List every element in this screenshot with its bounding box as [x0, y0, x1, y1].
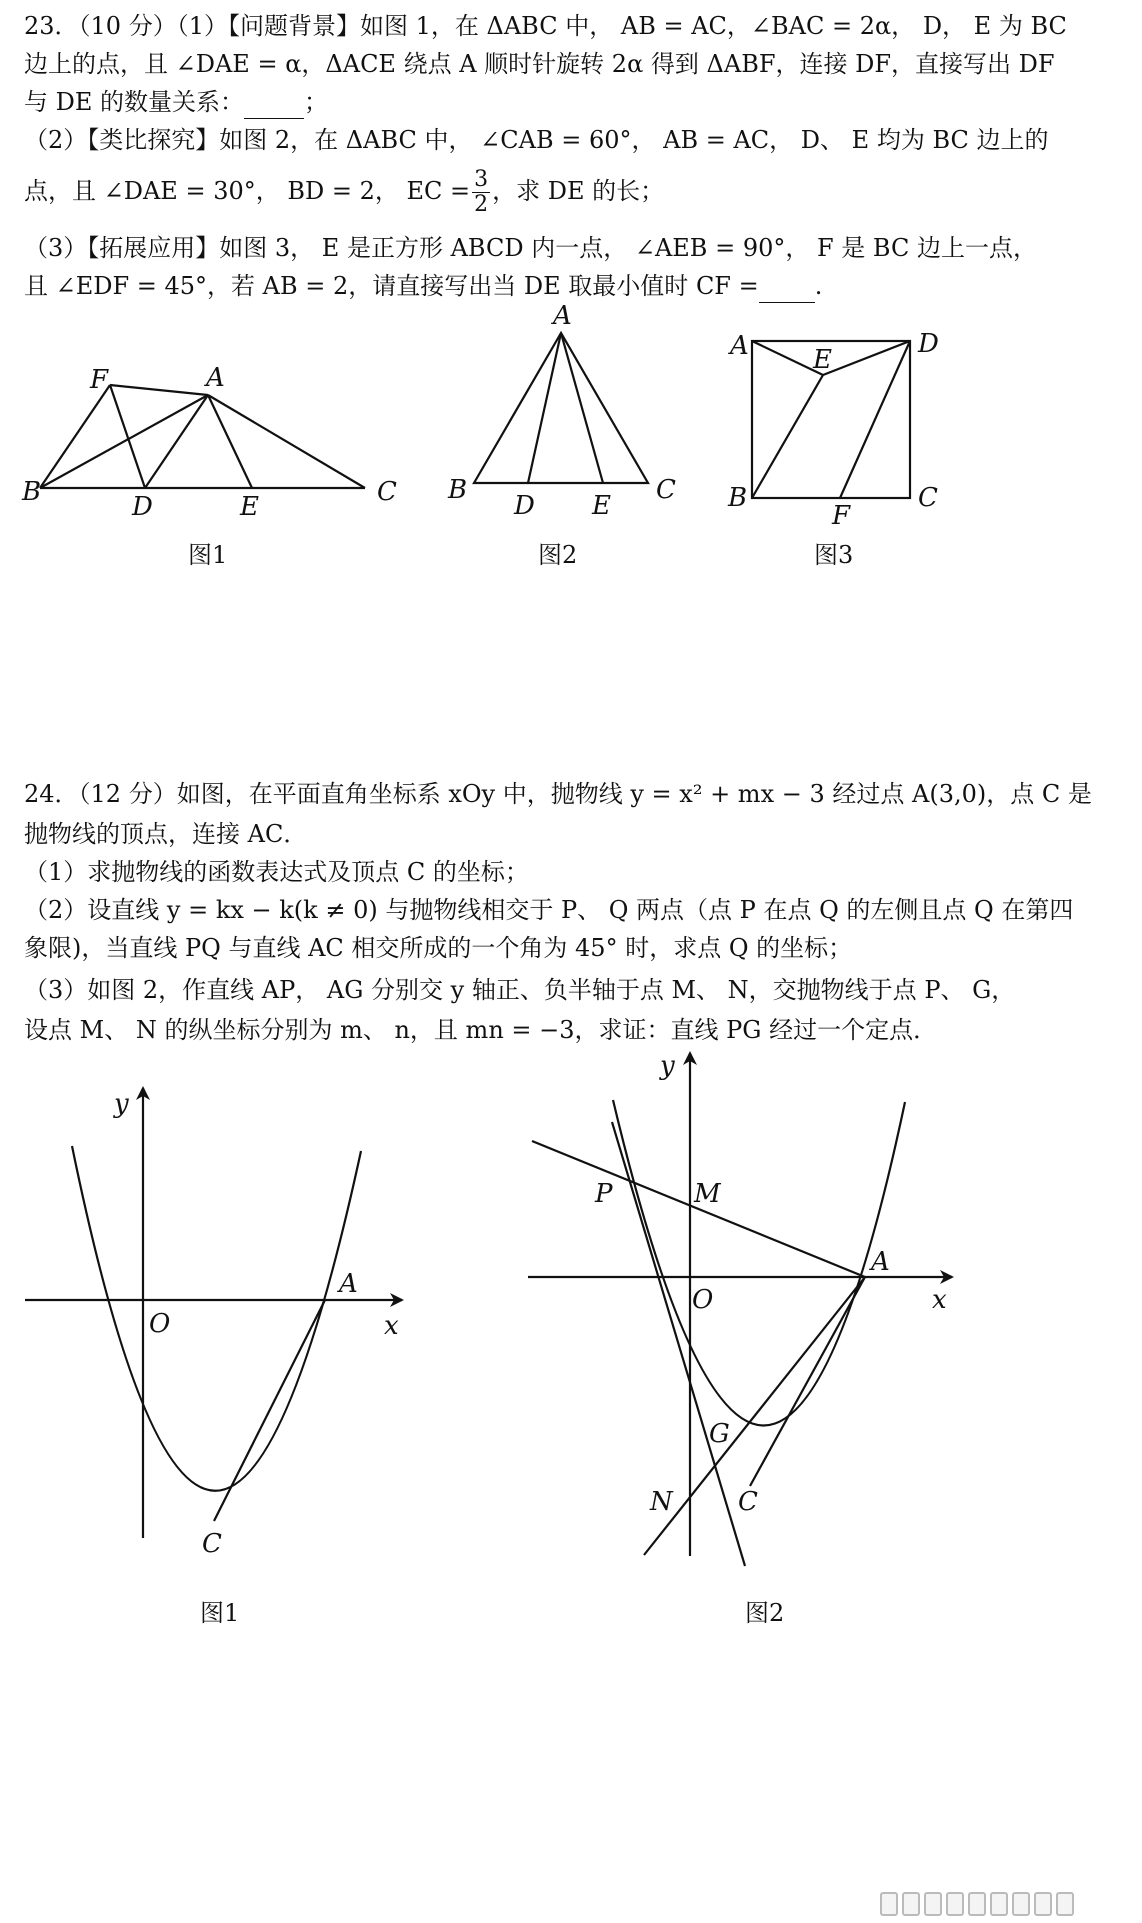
q24-fig1-diagram: [25, 1088, 402, 1538]
label-N: N: [650, 1487, 673, 1517]
q23-line-7: 且 ∠EDF = 45°，若 AB = 2，请直接写出当 DE 取最小值时 CF = .: [24, 270, 822, 303]
q23-line-5: 点，且 ∠DAE = 30°， BD = 2， EC = $\frac{3}{2}$ ，求 DE 的长；: [24, 167, 665, 217]
parabola: [613, 1100, 905, 1426]
label-A: A: [730, 331, 749, 361]
q23-line-2: 边上的点，且 ∠DAE = α，ΔACE 绕点 A 顺时针旋转 2α 得到 ΔABF，连接 DF，直接写出 DF: [24, 50, 1055, 78]
label-D: D: [514, 491, 535, 521]
label-O: O: [692, 1285, 714, 1315]
label-A: A: [553, 301, 572, 331]
segment-AC: [214, 1300, 325, 1521]
label-O: O: [149, 1309, 171, 1339]
label-y: y: [660, 1051, 675, 1081]
q23-fig2-diagram: [474, 333, 648, 483]
line-AP: [532, 1141, 865, 1277]
q24-line-5: 象限)，当直线 PQ 与直线 AC 相交所成的一个角为 45° 时，求点 Q 的坐标；: [24, 934, 853, 962]
label-G: G: [709, 1419, 730, 1449]
q24-line-7: 设点 M、 N 的纵坐标分别为 m、 n，且 mn = −3，求证：直线 PG 经过一个定点．: [24, 1016, 938, 1044]
fraction-three-halves: $\frac{3}{2}$: [474, 167, 489, 217]
label-C: C: [202, 1529, 222, 1559]
label-A: A: [339, 1269, 358, 1299]
label-E: E: [592, 491, 611, 521]
label-F: F: [832, 501, 851, 531]
q24-fig2-caption: 图2: [745, 1599, 785, 1627]
label-A: A: [871, 1247, 890, 1277]
label-x: x: [384, 1311, 399, 1341]
line-AG: [644, 1277, 865, 1555]
label-M: M: [694, 1179, 721, 1209]
q23-fig3-caption: 图3: [814, 541, 854, 569]
label-B: B: [448, 475, 468, 505]
q24-line-2: 抛物线的顶点，连接 AC．: [24, 820, 308, 848]
answer-blank: [244, 86, 304, 119]
label-C: C: [738, 1487, 758, 1517]
q24-line-3: （1）求抛物线的函数表达式及顶点 C 的坐标；: [24, 858, 529, 886]
label-y: y: [114, 1089, 129, 1119]
label-A: A: [206, 363, 225, 393]
label-P: P: [595, 1179, 613, 1209]
answer-blank: [759, 270, 815, 303]
label-E: E: [813, 345, 832, 375]
label-F: F: [90, 365, 109, 395]
label-D: D: [132, 492, 153, 522]
q23-fig2-caption: 图2: [538, 541, 578, 569]
q23-line-6: （3）【拓展应用】如图 3， E 是正方形 ABCD 内一点， ∠AEB = 90°， F 是 BC 边上一点，: [24, 234, 1037, 262]
label-x: x: [932, 1285, 947, 1315]
label-B: B: [22, 477, 42, 507]
q24-line-6: （3）如图 2，作直线 AP， AG 分别交 y 轴正、负半轴于点 M、 N，交抛物线于点 P、 G，: [24, 976, 1016, 1004]
q23-fig3-diagram: [752, 341, 910, 498]
label-C: C: [377, 477, 397, 507]
q23-fig1-caption: 图1: [188, 541, 228, 569]
q23-line-3: 与 DE 的数量关系： ；: [24, 86, 328, 119]
watermark: [880, 1888, 1120, 1914]
segment-AC: [750, 1277, 865, 1486]
label-B: B: [728, 483, 748, 513]
q23-fig1-diagram: [40, 385, 365, 488]
q24-line-1: 24．（12 分）如图，在平面直角坐标系 xOy 中，抛物线 y = x² + mx − 3 经过点 A(3,0)，点 C 是: [24, 780, 1092, 808]
label-D: D: [918, 329, 939, 359]
parabola: [72, 1146, 361, 1491]
label-E: E: [240, 492, 259, 522]
q23-line-4: （2）【类比探究】如图 2，在 ΔABC 中， ∠CAB = 60°， AB = AC， D、 E 均为 BC 边上的: [24, 126, 1049, 154]
q24-fig2-diagram: [528, 1053, 952, 1566]
line-PG: [612, 1122, 745, 1566]
q24-fig1-caption: 图1: [200, 1599, 240, 1627]
q23-line-1: 23．（10 分）（1）【问题背景】如图 1，在 ΔABC 中， AB = AC，∠BAC = 2α， D， E 为 BC: [24, 12, 1067, 40]
q24-line-4: （2）设直线 y = kx − k(k ≠ 0) 与抛物线相交于 P、 Q 两点（点 P 在点 Q 的左侧且点 Q 在第四: [24, 896, 1074, 924]
label-C: C: [918, 483, 938, 513]
label-C: C: [656, 475, 676, 505]
